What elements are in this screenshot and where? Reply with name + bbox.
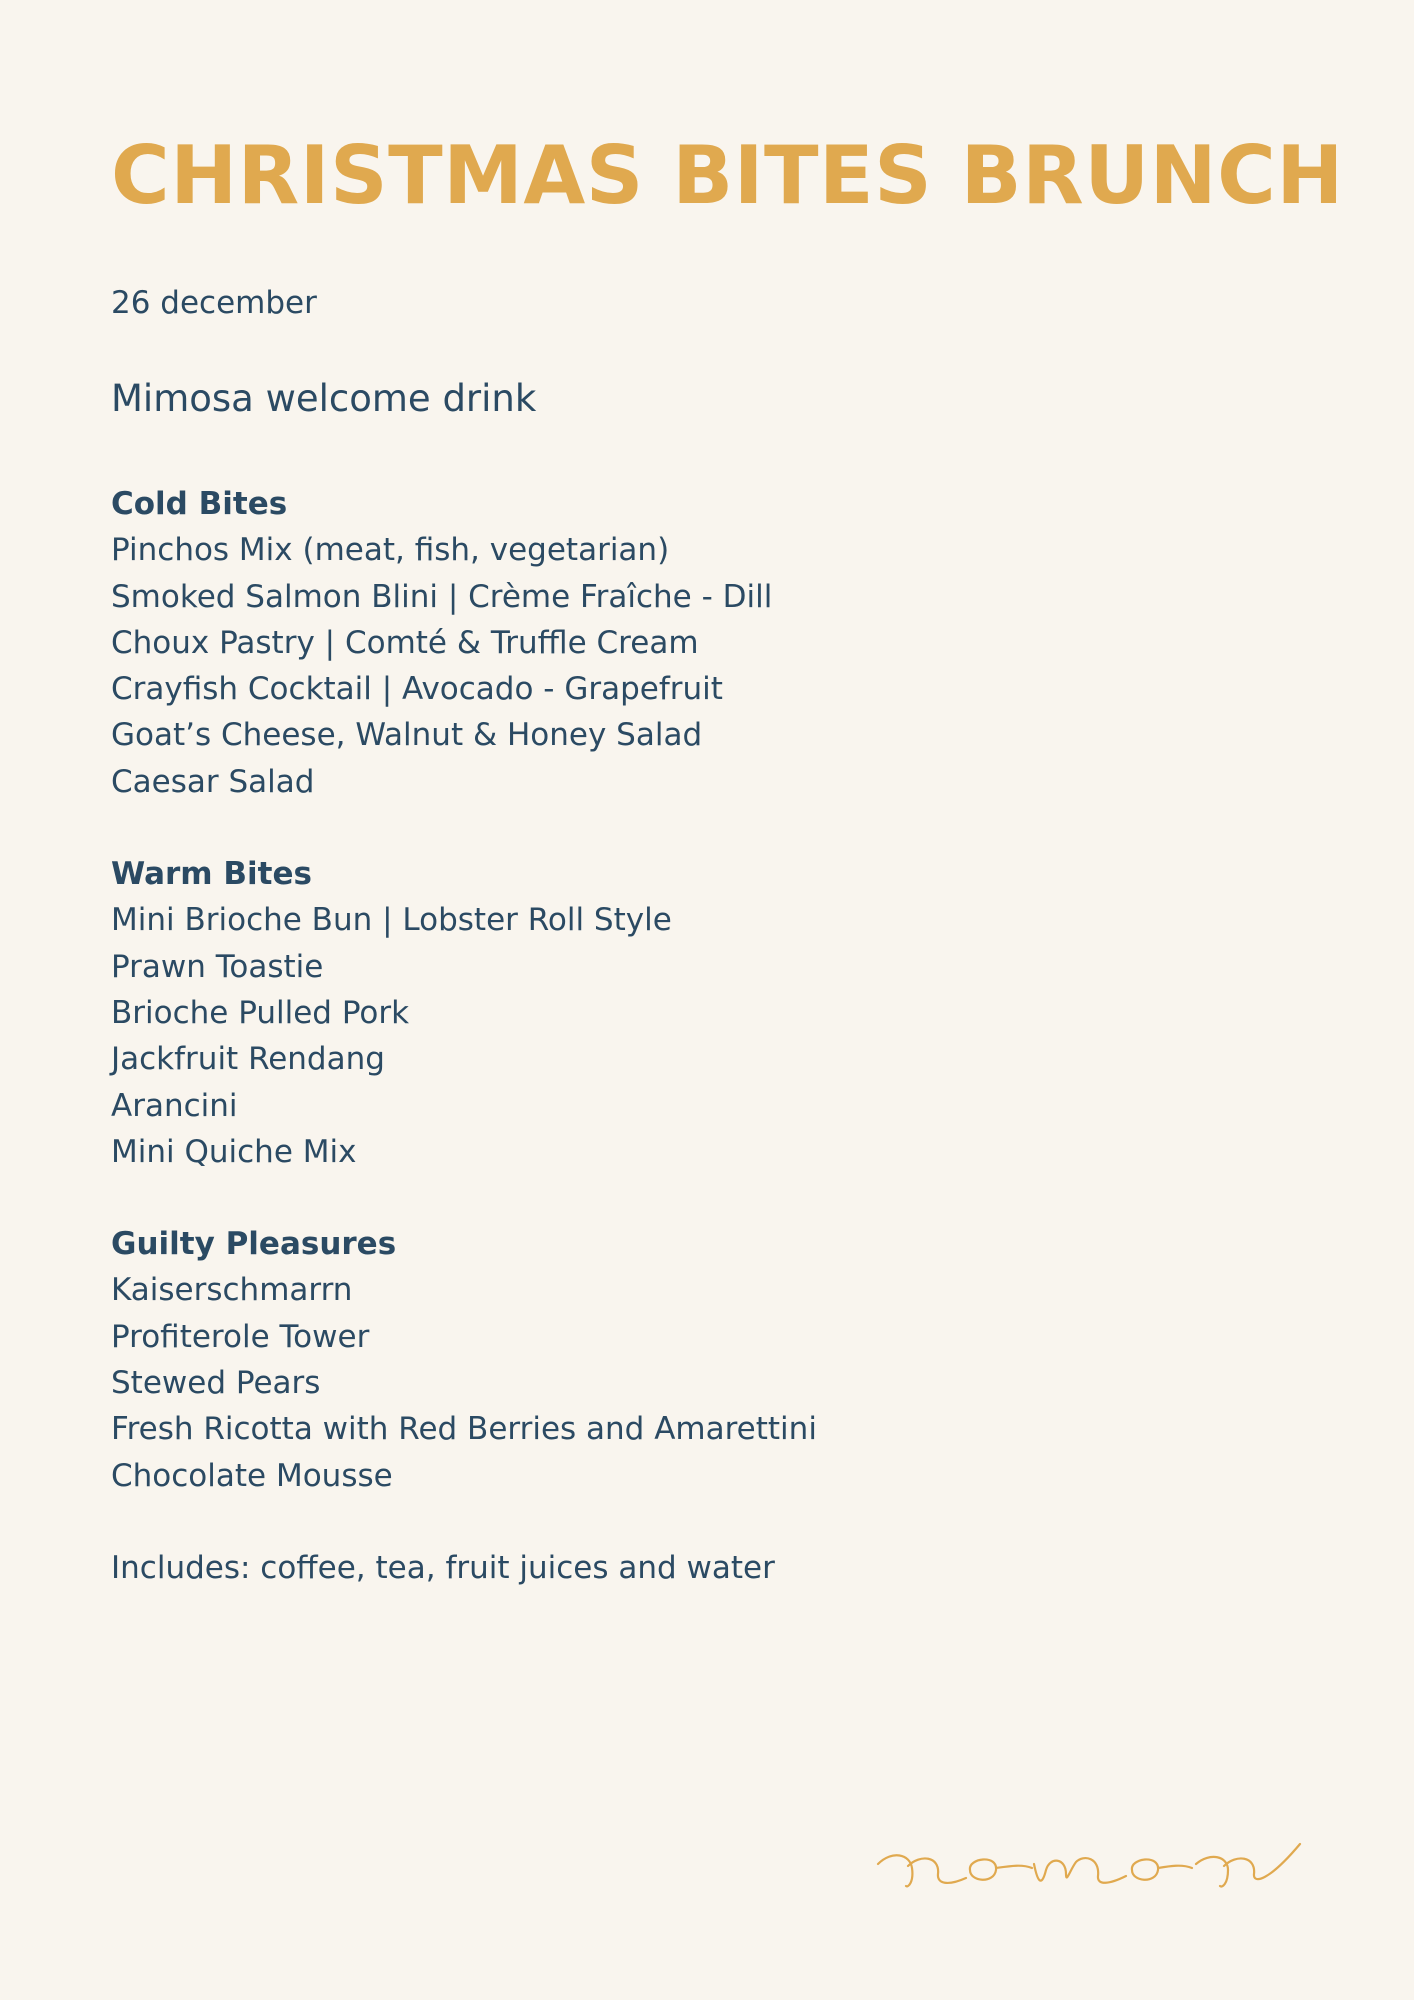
menu: [111, 481, 1111, 1591]
menu-item: Chocolate Mousse: [111, 1457, 393, 1494]
welcome-drink: Mimosa welcome drink: [111, 377, 537, 420]
section-guilty-pleasures: [111, 1221, 1111, 1499]
menu-item: Stewed Pears: [111, 1365, 321, 1402]
menu-item: Profiterole Tower: [111, 1318, 370, 1355]
menu-item: Brioche Pulled Pork: [111, 994, 410, 1031]
section-title: Warm Bites: [111, 856, 312, 893]
menu-item: Choux Pastry | Comté & Truffle Cream: [111, 624, 699, 661]
event-date: 26 december: [111, 285, 317, 321]
menu-item: Caesar Salad: [111, 763, 315, 800]
menu-item: Smoked Salmon Blini | Crème Fraîche - Dill: [111, 578, 773, 615]
section-title: Guilty Pleasures: [111, 1226, 397, 1263]
section-title: Cold Bites: [111, 486, 288, 522]
section-cold-bites: [111, 481, 1111, 805]
menu-item: Crayfish Cocktail | Avocado - Grapefruit: [111, 671, 723, 708]
section-warm-bites: [111, 851, 1111, 1175]
nomon-logo: [870, 1824, 1310, 1894]
includes-note: Includes: coffee, tea, fruit juices and water: [111, 1549, 775, 1586]
page-title: CHRISTMAS BITES BRUNCH: [111, 129, 1344, 222]
menu-item: Mini Brioche Bun | Lobster Roll Style: [111, 902, 672, 939]
menu-item: Pinchos Mix (meat, fish, vegetarian): [111, 532, 670, 569]
menu-item: Fresh Ricotta with Red Berries and Amarettini: [111, 1411, 817, 1448]
menu-item: Kaiserschmarrn: [111, 1272, 353, 1309]
menu-item: Mini Quiche Mix: [111, 1133, 357, 1170]
menu-item: Goat’s Cheese, Walnut & Honey Salad: [111, 717, 703, 754]
menu-item: Prawn Toastie: [111, 948, 324, 985]
menu-item: Arancini: [111, 1087, 238, 1124]
menu-item: Jackfruit Rendang: [111, 1041, 385, 1078]
